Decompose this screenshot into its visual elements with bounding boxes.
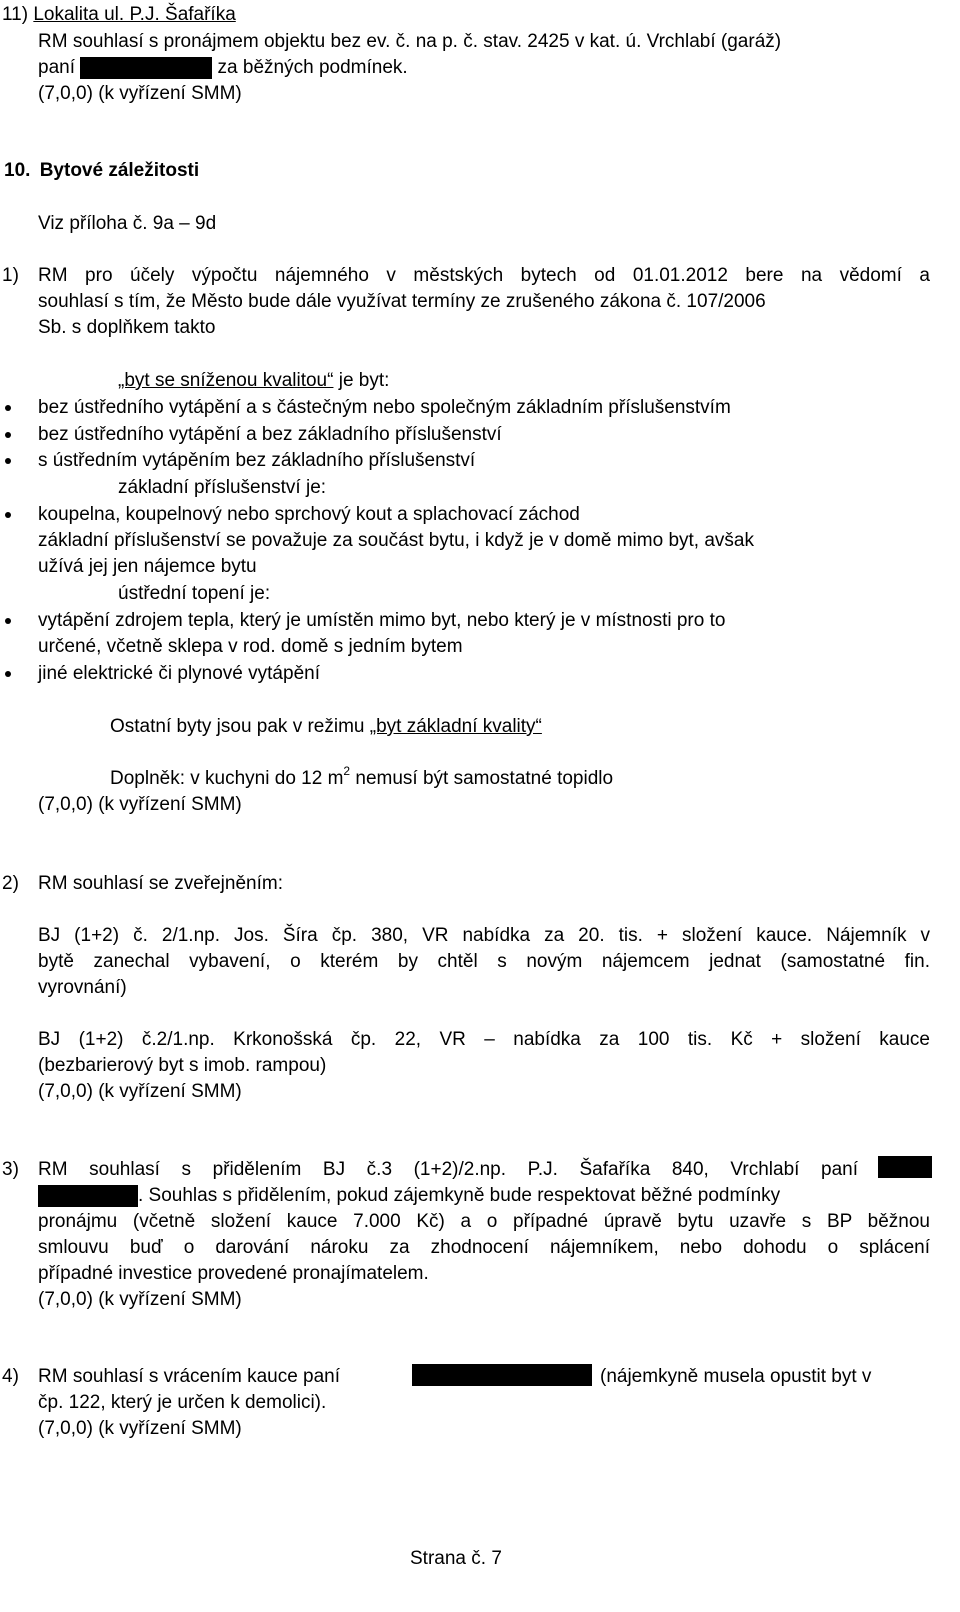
item-3-text-2: . Souhlas s přidělením, pokud zájemkyně bude respektovat běžné podmínky xyxy=(38,1185,930,1207)
item-2-vote: (7,0,0) (k vyřízení SMM) xyxy=(38,1081,242,1102)
section-10-heading: 10. Bytové záležitosti xyxy=(4,160,200,181)
item-3-text-5: případné investice provedené pronajímatelem. xyxy=(38,1263,429,1284)
list-item: koupelna, koupelnový nebo sprchový kout a splachovací záchod xyxy=(38,504,580,525)
section-11-text-2: paní za běžných podmínek. xyxy=(38,57,408,78)
basic-amenities-heading: základní příslušenství je: xyxy=(118,477,327,498)
redaction-block xyxy=(38,1185,138,1207)
list-item: bez ústředního vytápění a bez základního příslušenství xyxy=(38,424,502,445)
bullet-icon xyxy=(5,432,11,438)
item-3-text-3: pronájmu (včetně složení kauce 7.000 Kč) a o případné úpravě bytu uzavře s BP běžnou xyxy=(38,1211,930,1232)
item-2-offer-1-text-3: vyrovnání) xyxy=(38,977,127,998)
item-2-offer-2-text-2: (bezbarierový byt s imob. rampou) xyxy=(38,1055,327,1076)
redaction-block xyxy=(80,57,212,79)
item-4-text-2: čp. 122, který je určen k demolici). xyxy=(38,1392,327,1413)
item-3-text-4: smlouvu buď o darování nároku za zhodnocení nájemníkem, nebo dohodu o splácení xyxy=(38,1237,930,1258)
section-11-title: Lokalita ul. P.J. Šafaříka xyxy=(33,4,236,25)
item-4-text-1a: RM souhlasí s vrácením kauce paní xyxy=(38,1366,341,1387)
list-item: vytápění zdrojem tepla, který je umístěn mimo byt, nebo který je v místnosti pro to xyxy=(38,610,726,631)
supplement-note: Doplněk: v kuchyni do 12 $m^2$ nemusí být samostatné topidlo xyxy=(110,763,614,789)
bullet-icon xyxy=(5,458,11,464)
bullet-icon xyxy=(5,512,11,518)
item-2-offer-1-text-1: BJ (1+2) č. 2/1.np. Jos. Šíra čp. 380, VR nabídka za 20. tis. + složení kauce. Nájemník v xyxy=(38,925,930,946)
list-item-continuation: určené, včetně sklepa v rod. domě s jedním bytem xyxy=(38,636,463,657)
item-3-text-1: RM souhlasí s přidělením BJ č.3 (1+2)/2.np. P.J. Šafaříka 840, Vrchlabí paní xyxy=(38,1159,858,1180)
item-4-text-1b: (nájemkyně musela opustit byt v xyxy=(600,1366,872,1387)
list-item: s ústředním vytápěním bez základního příslušenství xyxy=(38,450,476,471)
redaction-block xyxy=(878,1156,932,1178)
item-3-vote: (7,0,0) (k vyřízení SMM) xyxy=(38,1289,242,1310)
other-flats-note: Ostatní byty jsou pak v režimu „byt základní kvality“ xyxy=(110,716,542,737)
bullet-icon xyxy=(5,405,11,411)
redaction-block xyxy=(412,1364,592,1386)
section-11-heading xyxy=(2,4,236,26)
item-2-number: 2) xyxy=(2,873,19,894)
list-item: jiné elektrické či plynové vytápění xyxy=(38,663,320,684)
item-1-vote: (7,0,0) (k vyřízení SMM) xyxy=(38,794,242,815)
section-11-text-1: RM souhlasí s pronájmem objektu bez ev. č. na p. č. stav. 2425 v kat. ú. Vrchlabí (garáž) xyxy=(38,31,782,52)
item-1-text-3: Sb. s doplňkem takto xyxy=(38,317,216,338)
item-2-offer-1-text-2: bytě zanechal vybavení, o kterém by chtěl s novým nájemcem jednat (samostatné fin. xyxy=(38,951,930,972)
definition-reduced-quality: „byt se sníženou kvalitou“ je byt: xyxy=(118,370,390,391)
page-number: Strana č. 7 xyxy=(410,1548,502,1569)
item-1-number: 1) xyxy=(2,265,19,286)
item-1-text-1: RM pro účely výpočtu nájemného v městských bytech od 01.01.2012 bere na vědomí a xyxy=(38,265,930,286)
central-heating-heading: ústřední topení je: xyxy=(118,583,271,604)
item-4-vote: (7,0,0) (k vyřízení SMM) xyxy=(38,1418,242,1439)
section-11-number: 11) xyxy=(2,4,29,25)
item-3-number: 3) xyxy=(2,1159,19,1180)
list-item: bez ústředního vytápění a s částečným nebo společným základním příslušenstvím xyxy=(38,397,731,418)
attachment-ref: Viz příloha č. 9a – 9d xyxy=(38,213,217,234)
bullet-icon xyxy=(5,618,11,624)
item-2-title: RM souhlasí se zveřejněním: xyxy=(38,873,283,894)
item-2-offer-2-text-1: BJ (1+2) č.2/1.np. Krkonošská čp. 22, VR – nabídka za 100 tis. Kč + složení kauce xyxy=(38,1029,930,1050)
section-11-vote: (7,0,0) (k vyřízení SMM) xyxy=(38,83,242,104)
bullet-icon xyxy=(5,671,11,677)
item-1-text-2: souhlasí s tím, že Město bude dále využívat termíny ze zrušeného zákona č. 107/2006 xyxy=(38,291,766,312)
item-4-number: 4) xyxy=(2,1366,19,1387)
basic-amenities-note-2: užívá jej jen nájemce bytu xyxy=(38,556,257,577)
basic-amenities-note-1: základní příslušenství se považuje za součást bytu, i když je v domě mimo byt, avšak xyxy=(38,530,754,551)
